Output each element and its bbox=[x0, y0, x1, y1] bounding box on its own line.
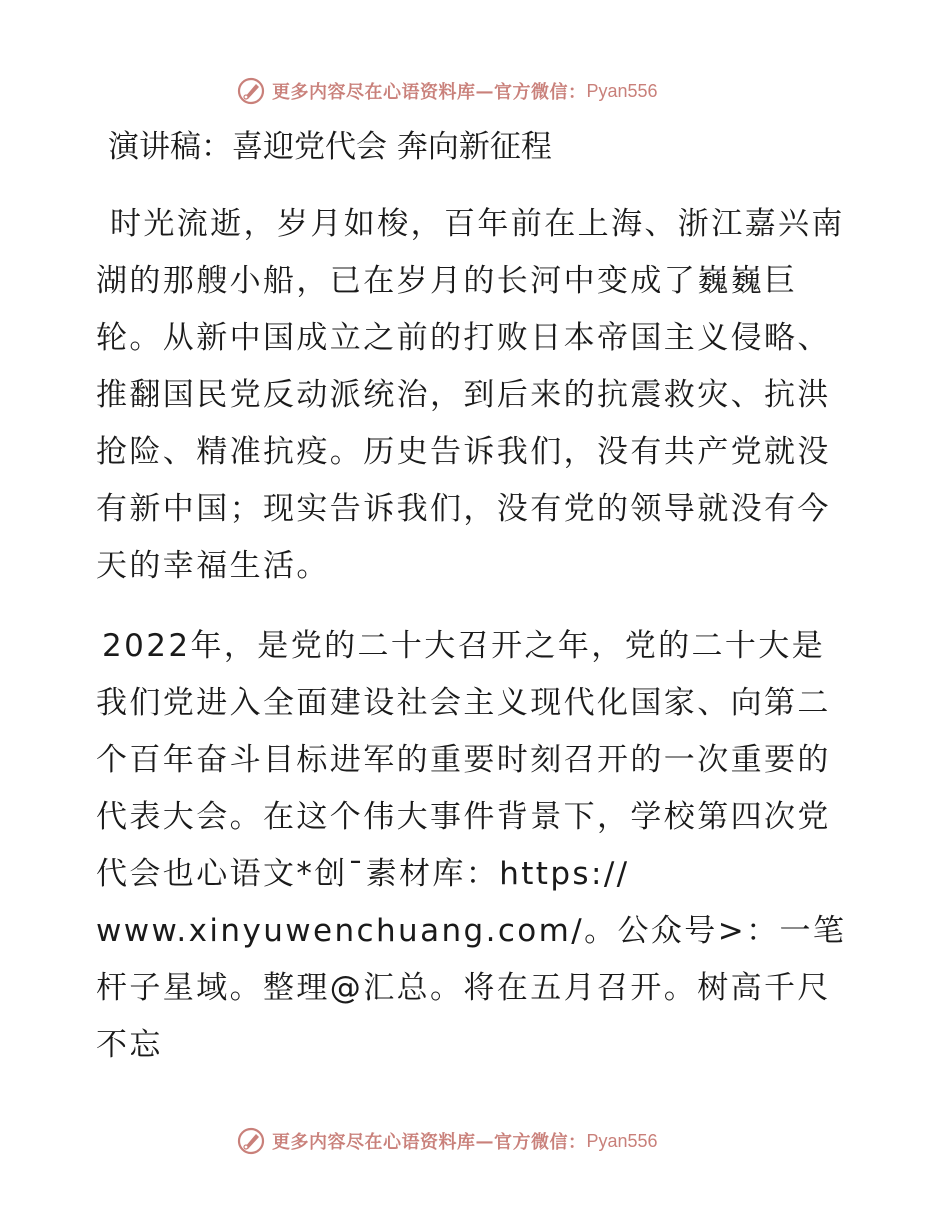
watermark-wechat-id: Pyan556 bbox=[586, 1130, 658, 1151]
watermark-text: 更多内容尽在心语资料库 bbox=[272, 82, 476, 103]
document-title: 演讲稿：喜迎党代会 奔向新征程 bbox=[108, 129, 552, 165]
watermark-wechat-id: Pyan556 bbox=[586, 80, 658, 101]
header-watermark bbox=[236, 74, 658, 108]
pen-logo-icon bbox=[236, 1126, 266, 1156]
watermark-wechat-label: 官方微信： bbox=[494, 82, 587, 103]
watermark-text: 更多内容尽在心语资料库 bbox=[272, 1132, 476, 1153]
paragraph-2 bbox=[96, 618, 856, 1074]
watermark-wechat-label: 官方微信： bbox=[494, 1132, 587, 1153]
paragraph-1: 时光流逝，岁月如梭，百年前在上海、浙江嘉兴南湖的那艘小船，已在岁月的长河中变成了巍巍巨轮。从新中国成立之前的打败日本帝国主义侵略、推翻国民党反动派统治，到后来的抗震救灾、抗洪抢险、精准抗疫。历史告诉我们，没有共产党就没有新中国；现实告诉我们，没有党的领导就没有今天的幸福生活。 bbox=[96, 206, 845, 584]
pen-logo-icon bbox=[236, 76, 266, 106]
watermark-dash: — bbox=[475, 80, 494, 102]
footer-watermark bbox=[236, 1124, 658, 1158]
paragraph-2-text: 2022年，是党的二十大召开之年，党的二十大是我们党进入全面建设社会主义现代化国家、向第二个百年奋斗目标进军的重要时刻召开的一次重要的代表大会。在这个伟大事件背景下，学校第四次党代会也心语文*创¯素材库：https:// bbox=[96, 628, 831, 892]
paragraph-2-url-line: www.xinyuwenchuang.com/。公众号>：一笔杆子星域。整理@汇总。将在五月召开。树高千尺不忘 bbox=[96, 913, 847, 1063]
watermark-dash: — bbox=[475, 1130, 494, 1152]
